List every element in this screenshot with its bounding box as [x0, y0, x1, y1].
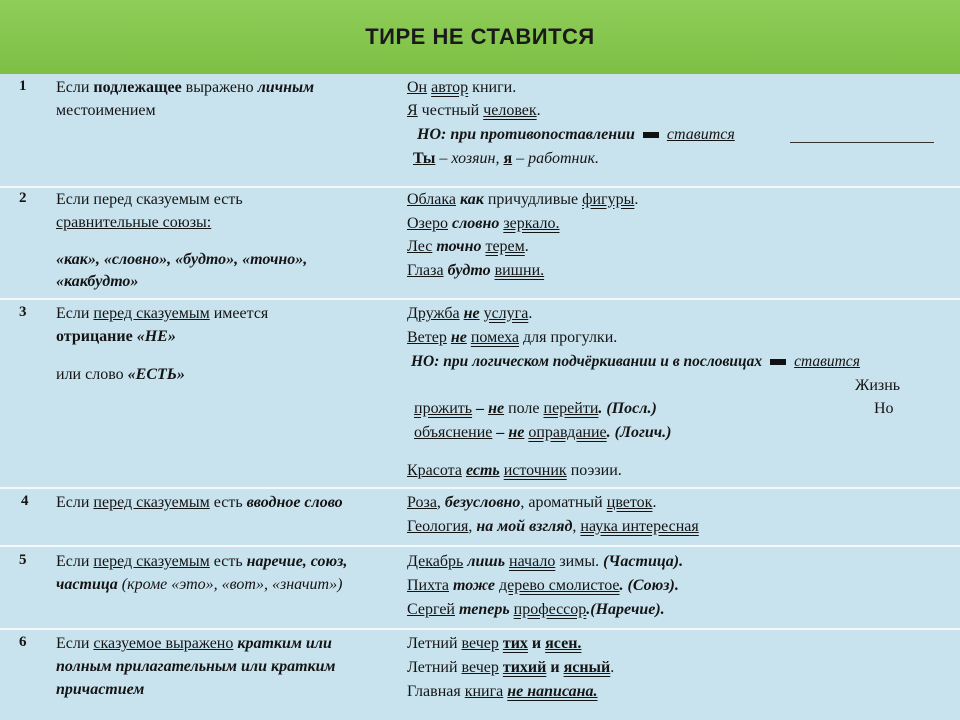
- row-5-example-2: [407, 574, 679, 597]
- row-2-conjunctions: [56, 249, 366, 293]
- row-6-example-1: [407, 632, 581, 655]
- text: вечер: [461, 635, 499, 652]
- text: .: [536, 102, 541, 119]
- row-3-example-4: [414, 397, 657, 420]
- text: подлежащее: [93, 79, 182, 96]
- row-4-condition: [56, 491, 396, 514]
- text: есть: [465, 462, 500, 479]
- text: –: [472, 400, 489, 417]
- text: вишни.: [494, 262, 545, 279]
- text: на мой взгляд: [476, 518, 573, 535]
- text: отрицание: [56, 328, 133, 345]
- text: наука интересная: [580, 518, 699, 535]
- text: ставится: [794, 353, 860, 370]
- text: Глаза: [407, 262, 444, 279]
- text: фигуры: [582, 191, 635, 208]
- row-6-example-3: [407, 680, 598, 703]
- text: и: [546, 659, 564, 676]
- row-3-example-3: [855, 374, 900, 397]
- row-divider: [0, 298, 960, 300]
- text: честный: [417, 102, 484, 119]
- text: Декабрь: [407, 553, 464, 570]
- row-1-example-3: [413, 147, 599, 170]
- text: есть: [209, 553, 247, 570]
- text: тоже: [453, 577, 495, 594]
- text: или слово: [56, 366, 128, 383]
- text: Летний: [407, 659, 462, 676]
- text: точно: [436, 238, 482, 255]
- text: НО: при противопоставлении: [417, 126, 635, 143]
- row-number: 6: [19, 634, 27, 650]
- text: Я: [407, 102, 418, 119]
- text: .: [524, 238, 529, 255]
- text: я: [503, 150, 513, 167]
- text: для прогулки.: [519, 329, 618, 346]
- text: помеха: [470, 329, 520, 346]
- text: теперь: [458, 601, 510, 618]
- text: «ЕСТЬ»: [127, 366, 185, 383]
- row-number: 1: [19, 78, 27, 94]
- text: сказуемое выражено: [93, 635, 234, 652]
- row-1-note: [417, 123, 735, 146]
- text: «как», «словно», «будто», «точно», «какбудто»: [56, 251, 308, 290]
- text: не: [488, 400, 505, 417]
- text: – работник.: [512, 150, 599, 167]
- row-5-example-3: [407, 598, 665, 621]
- text: будто: [447, 262, 491, 279]
- text: книги.: [468, 79, 517, 96]
- row-2-example-4: [407, 259, 544, 282]
- text: (кроме «это», «вот», «значит»): [117, 576, 343, 593]
- row-6-condition: [56, 632, 391, 701]
- text: Если: [56, 79, 94, 96]
- text: оправдание: [528, 424, 607, 441]
- text: –: [492, 424, 509, 441]
- text: ,: [468, 518, 477, 535]
- text: Геология: [407, 518, 469, 535]
- text: перед сказуемым: [93, 494, 210, 511]
- text: Красота: [407, 462, 462, 479]
- text: кратким или полным прилагательным или кратким причастием: [56, 635, 336, 698]
- text: .(Наречие).: [586, 601, 665, 618]
- row-5-example-1: [407, 550, 683, 573]
- text: Если: [56, 553, 94, 570]
- text: книга: [464, 683, 504, 700]
- text: перейти: [543, 400, 599, 417]
- text: ставится: [666, 126, 735, 143]
- text: Облака: [407, 191, 457, 208]
- text: .: [610, 659, 615, 676]
- row-divider: [0, 628, 960, 630]
- row-3-condition: [56, 302, 396, 348]
- row-divider: [0, 487, 960, 489]
- row-number: 4: [21, 493, 29, 509]
- text: выражено: [181, 79, 258, 96]
- text: Озеро: [407, 215, 448, 232]
- text: Жизнь: [855, 377, 901, 394]
- text: вечер: [461, 659, 499, 676]
- text: и: [527, 635, 546, 652]
- text: автор: [431, 79, 469, 96]
- text: Главная: [407, 683, 465, 700]
- text: «НЕ»: [136, 328, 176, 345]
- text: (Частица).: [603, 553, 684, 570]
- row-2-example-3: [407, 235, 529, 258]
- text: Он: [407, 79, 428, 96]
- text: . (Логич.): [606, 424, 672, 441]
- text: профессор: [513, 601, 587, 618]
- row-2-example-2: [407, 212, 560, 235]
- text: есть: [209, 494, 247, 511]
- dash-mark-icon: [643, 132, 659, 138]
- row-1-condition: [56, 76, 396, 122]
- text: ясный: [563, 659, 611, 676]
- text: .: [652, 494, 657, 511]
- text: не: [450, 329, 467, 346]
- text: безусловно: [444, 494, 521, 511]
- text: Пихта: [407, 577, 450, 594]
- text: местоимением: [56, 102, 156, 119]
- row-number: 2: [19, 190, 27, 206]
- row-number: 3: [19, 304, 27, 320]
- text: Если: [56, 305, 94, 322]
- text: . (Посл.): [598, 400, 657, 417]
- text: не написана.: [507, 683, 598, 700]
- text: ,: [572, 518, 581, 535]
- text: Роза: [407, 494, 437, 511]
- text: терем: [485, 238, 525, 255]
- row-3-example-1: [407, 302, 532, 325]
- text: НО: при логическом подчёркивании и в пословицах: [411, 353, 763, 370]
- text: не: [508, 424, 525, 441]
- text: перед сказуемым: [93, 553, 210, 570]
- text: источник: [503, 462, 567, 479]
- row-3-example-6: [414, 421, 672, 444]
- row-2-condition: [56, 188, 396, 234]
- text: наречие, союз, частица: [56, 553, 348, 593]
- text: человек: [483, 102, 537, 119]
- text: прожить: [414, 400, 473, 417]
- text: имеется: [209, 305, 269, 322]
- text: дерево смолистое: [498, 577, 620, 594]
- text: перед сказуемым: [93, 305, 210, 322]
- text: зимы.: [555, 553, 604, 570]
- text: лишь: [467, 553, 506, 570]
- text: Если: [56, 494, 94, 511]
- text: поэзии.: [566, 462, 622, 479]
- text: ясен.: [545, 635, 582, 652]
- text: цветок: [606, 494, 653, 511]
- row-2-example-1: [407, 188, 638, 211]
- text: как: [460, 191, 484, 208]
- dash-mark-icon: [770, 359, 786, 365]
- text: тих: [502, 635, 528, 652]
- text: . (Союз).: [619, 577, 679, 594]
- text: .: [528, 305, 533, 322]
- row-4-example-1: [407, 491, 656, 514]
- text: словно: [451, 215, 500, 232]
- row-3-condition-extra: [56, 363, 396, 386]
- text: Летний: [407, 635, 462, 652]
- text: .: [634, 191, 639, 208]
- rule-line: [790, 142, 934, 143]
- text: вводное слово: [246, 494, 343, 511]
- text: Если перед сказуемым есть: [56, 191, 243, 208]
- text: Дружба: [407, 305, 460, 322]
- row-3-example-5: [874, 397, 894, 420]
- row-3-note: [411, 350, 860, 373]
- text: не: [463, 305, 480, 322]
- text: поле: [504, 400, 544, 417]
- text: , ароматный: [520, 494, 607, 511]
- text: Лес: [407, 238, 433, 255]
- text: объяснение: [414, 424, 493, 441]
- row-divider: [0, 545, 960, 547]
- row-6-example-2: [407, 656, 614, 679]
- row-1-example-1: [407, 76, 516, 99]
- row-5-condition: [56, 550, 376, 596]
- text: Ты: [413, 150, 436, 167]
- table-header: [0, 0, 960, 74]
- text: ,: [436, 494, 445, 511]
- row-3-example-7: [407, 459, 622, 482]
- text: личным: [257, 79, 315, 96]
- text: начало: [509, 553, 556, 570]
- text: Сергей: [407, 601, 455, 618]
- text: сравнительные союзы:: [56, 214, 212, 231]
- text: Но: [874, 400, 894, 417]
- page-title: ТИРЕ НЕ СТАВИТСЯ: [365, 24, 595, 49]
- row-number: 5: [19, 552, 27, 568]
- text: Ветер: [407, 329, 447, 346]
- text: причудливые: [483, 191, 583, 208]
- text: зеркало.: [503, 215, 560, 232]
- text: – хозяин,: [435, 150, 504, 167]
- row-4-example-2: [407, 515, 699, 538]
- text: услуга: [483, 305, 529, 322]
- row-3-example-2: [407, 326, 617, 349]
- row-1-example-2: [407, 99, 541, 122]
- text: Если: [56, 635, 94, 652]
- text: тихий: [502, 659, 547, 676]
